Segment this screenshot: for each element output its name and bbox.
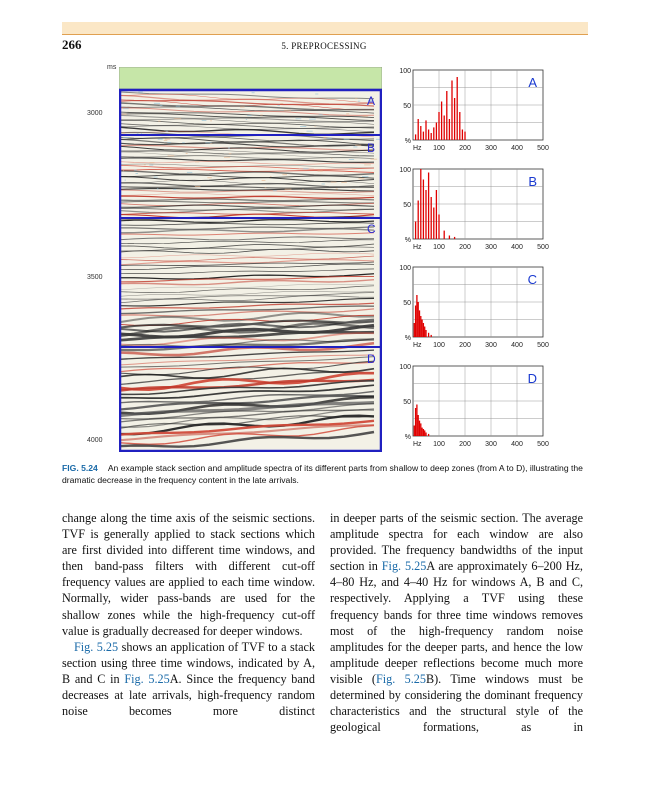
right-paragraph-text-c: B). Time windows must be determined by considering the dominant frequency characteristics and the structural style of the geological formations, as in: [330, 671, 583, 735]
x-tick-label: 400: [511, 342, 523, 349]
spectrum-bar: [444, 230, 445, 238]
noise-speck: [307, 131, 313, 132]
y-axis-unit: %: [404, 433, 411, 441]
spectrum-bar: [425, 432, 426, 436]
spectrum-bar: [441, 102, 442, 141]
x-tick-label: 200: [459, 342, 471, 349]
noise-speck: [353, 146, 357, 147]
noise-speck: [315, 94, 318, 95]
noise-speck: [284, 110, 291, 111]
noise-speck: [149, 165, 153, 166]
noise-speck: [228, 148, 230, 149]
y-tick-label: 100: [399, 265, 411, 272]
spectrum-label: C: [527, 272, 537, 287]
noise-speck: [359, 178, 365, 179]
noise-speck: [187, 172, 192, 173]
x-tick-label: 300: [485, 440, 497, 448]
x-tick-label: 400: [511, 145, 523, 152]
spectrum-bar: [431, 133, 432, 140]
window-label-c: C: [367, 222, 376, 236]
left-paragraph-2-text-a: shows an application of TVF to a stack section using three time windows, indicated by A, B and C in: [62, 639, 315, 686]
noise-speck: [137, 133, 139, 134]
noise-speck: [349, 159, 354, 160]
spectrum-bar: [433, 207, 434, 239]
noise-speck: [362, 176, 368, 177]
spectrum-bar: [433, 127, 434, 140]
noise-speck: [202, 120, 207, 121]
spectrum-label: B: [528, 173, 537, 189]
noise-speck: [158, 139, 163, 140]
noise-speck: [157, 188, 159, 189]
x-tick-label: 100: [433, 342, 445, 349]
spectrum-bar: [436, 190, 437, 239]
spectrum-bar: [418, 119, 419, 140]
noise-speck: [123, 108, 129, 109]
spectrum-bar: [428, 130, 429, 141]
time-tick-3500: 3500: [87, 274, 103, 281]
noise-speck: [186, 153, 188, 154]
spectrum-bar: [454, 98, 455, 140]
noise-speck: [174, 118, 181, 119]
noise-speck: [355, 145, 361, 146]
left-paragraph-2-text-b: A. Since the frequency band decreases at late arrivals, high-frequency random noise becomes more distinct: [62, 671, 315, 719]
noise-speck: [141, 133, 142, 134]
x-tick-label: 300: [485, 145, 497, 152]
noise-speck: [158, 121, 160, 122]
noise-speck: [282, 174, 287, 175]
noise-speck: [195, 161, 199, 162]
noise-speck: [344, 139, 350, 140]
x-tick-label: 100: [433, 243, 445, 251]
noise-speck: [336, 189, 338, 190]
noise-speck: [270, 176, 271, 177]
spectrum-bar: [449, 119, 450, 140]
y-tick-label: 50: [403, 103, 411, 110]
noise-speck: [273, 190, 277, 191]
spectrum-bar: [436, 123, 437, 141]
spectrum-bar: [416, 295, 417, 337]
noise-speck: [123, 137, 130, 138]
noise-speck: [331, 182, 337, 183]
spectrum-bar: [438, 214, 439, 239]
spectrum-bar: [425, 120, 426, 140]
spectrum-bar: [423, 132, 424, 140]
spectrum-chart-c: [389, 263, 549, 359]
noise-speck: [160, 105, 163, 106]
spectrum-bar: [449, 235, 450, 239]
noise-speck: [358, 101, 360, 102]
noise-speck: [246, 119, 247, 120]
spectrum-bar: [415, 134, 416, 140]
spectrum-bar: [421, 320, 422, 338]
noise-speck: [363, 116, 369, 117]
noise-speck: [280, 103, 283, 104]
spectrum-bar: [424, 327, 425, 338]
noise-speck: [303, 168, 308, 169]
x-tick-label: 400: [511, 243, 523, 251]
noise-speck: [229, 153, 232, 154]
fig-5-25-link[interactable]: Fig. 5.25: [74, 639, 119, 654]
noise-speck: [210, 120, 212, 121]
fig-5-25-link[interactable]: Fig. 5.25: [124, 671, 170, 686]
noise-speck: [341, 182, 347, 183]
noise-speck: [285, 189, 292, 190]
noise-speck: [300, 126, 306, 127]
x-tick-label: 100: [433, 440, 445, 448]
noise-speck: [328, 138, 332, 139]
noise-speck: [134, 170, 137, 171]
noise-speck: [262, 180, 266, 181]
spectrum-bar: [418, 415, 419, 436]
noise-speck: [136, 173, 139, 174]
y-tick-label: 50: [403, 300, 411, 307]
noise-speck: [240, 107, 245, 108]
y-axis-unit: %: [404, 335, 411, 342]
x-tick-label: 200: [459, 243, 471, 251]
noise-speck: [260, 115, 263, 116]
noise-speck: [168, 155, 175, 156]
noise-speck: [154, 103, 160, 104]
x-tick-label: 400: [511, 440, 523, 448]
spectrum-bar: [419, 310, 420, 337]
x-tick-label: 300: [485, 342, 497, 349]
noise-speck: [182, 142, 185, 143]
x-tick-label: 200: [459, 440, 471, 448]
spectrum-label: D: [527, 370, 537, 386]
time-tick-3000: 3000: [87, 110, 103, 117]
right-paragraph: [330, 510, 583, 735]
spectrum-bar: [423, 323, 424, 337]
noise-speck: [207, 177, 211, 178]
x-tick-label: 500: [537, 145, 549, 152]
spectrum-bar: [425, 330, 426, 337]
spectrum-bar: [425, 190, 426, 239]
x-axis-unit: Hz: [413, 342, 422, 349]
x-tick-label: 500: [537, 342, 549, 349]
y-tick-label: 100: [399, 166, 411, 174]
noise-speck: [252, 92, 255, 93]
right-paragraph-text-a: in deeper parts of the seismic section. The average amplitude spectra for each window are also provided. The frequency bandwidths of the input section in: [330, 511, 583, 574]
spectrum-bar: [415, 221, 416, 239]
spectrum-bar: [424, 430, 425, 436]
noise-speck: [195, 186, 201, 187]
left-column: [62, 510, 315, 719]
noise-speck: [352, 189, 356, 190]
noise-speck: [247, 115, 251, 116]
spectrum-bar: [423, 429, 424, 436]
y-tick-label: 100: [399, 68, 411, 75]
right-column: [330, 510, 583, 735]
noise-speck: [150, 162, 155, 163]
noise-speck: [205, 142, 211, 143]
spectrum-bar: [415, 408, 416, 436]
noise-speck: [123, 170, 124, 171]
caption-text: An example stack section and amplitude spectra of its different parts from shallow to deep zones (from A to D), illustrating the dramatic decrease in the frequency content in the late arrivals.: [62, 463, 583, 485]
spectrum-bar: [457, 77, 458, 140]
spectrum-chart-d: [389, 362, 549, 458]
spectrum-label: A: [528, 75, 537, 90]
noise-speck: [121, 133, 125, 134]
noise-speck: [154, 177, 158, 178]
spectrum-bar: [414, 323, 415, 337]
noise-speck: [173, 189, 176, 190]
spectrum-bar: [428, 172, 429, 239]
x-tick-label: 300: [485, 243, 497, 251]
x-tick-label: 100: [433, 145, 445, 152]
noise-speck: [371, 159, 378, 160]
time-tick-4000: 4000: [87, 437, 103, 444]
left-paragraph-2: [62, 639, 315, 719]
spectrum-bar: [420, 423, 421, 436]
seismic-section: [119, 67, 382, 452]
x-tick-label: 200: [459, 145, 471, 152]
spectrum-chart-a: [389, 66, 549, 162]
noise-speck: [355, 98, 357, 99]
left-paragraph-1: change along the time axis of the seismic sections. TVF is generally applied to stack sections which are first divided into different time windows, and then band-pass filters with different cut-off frequency values are applied to each time window. Normally, wider pass-bands are used for the shallow zones while the high-frequency cut-off value is gradually decreased for deeper windows.: [62, 511, 315, 638]
spectrum-bar: [420, 126, 421, 140]
spectrum-bar: [418, 200, 419, 239]
noise-speck: [315, 126, 316, 127]
noise-speck: [144, 164, 146, 165]
noise-speck: [138, 92, 143, 93]
figure-5-24: [85, 62, 550, 458]
header-band: [62, 22, 588, 34]
caption-label: FIG. 5.24: [62, 463, 98, 473]
noise-speck: [364, 164, 371, 165]
noise-speck: [322, 184, 325, 185]
noise-speck: [165, 139, 170, 140]
spectrum-bar: [428, 433, 429, 435]
window-label-b: B: [367, 141, 376, 155]
spectrum-bar: [459, 112, 460, 140]
noise-speck: [331, 158, 332, 159]
y-axis-unit: %: [404, 138, 411, 145]
running-head: 5. PREPROCESSING: [281, 41, 367, 51]
noise-speck: [167, 142, 171, 143]
spectrum-bar: [464, 132, 465, 140]
spectrum-bar: [416, 404, 417, 436]
spectrum-bar: [444, 116, 445, 141]
spectrum-bar: [421, 427, 422, 435]
time-axis-unit: ms: [107, 64, 117, 71]
spectrum-bar: [423, 179, 424, 239]
noise-speck: [164, 140, 168, 141]
x-axis-unit: Hz: [413, 145, 422, 152]
noise-speck: [265, 187, 267, 188]
noise-speck: [319, 114, 323, 115]
noise-speck: [318, 171, 323, 172]
window-label-d: D: [367, 352, 376, 366]
x-axis-unit: Hz: [413, 243, 422, 251]
y-axis-unit: %: [404, 236, 411, 244]
window-label-a: A: [367, 94, 376, 108]
spectrum-bar: [420, 169, 421, 239]
right-paragraph-text-b: A are approximately 6–200 Hz, 4–80 Hz, and 4–40 Hz for windows A, B and C, respectively. Applying a TVF using these frequency bands for three time windows removes most of the high-frequency random noise amplitudes for the deeper parts, and hence the low amplitude deeper reflections become much more visible (: [330, 559, 583, 686]
noise-speck: [303, 189, 304, 190]
spectrum-bar: [446, 91, 447, 140]
spectrum-bar: [419, 420, 420, 435]
spectrum-bar: [428, 333, 429, 337]
header-rule: [62, 34, 588, 35]
seismic-top-strip: [119, 67, 382, 89]
spectrum-chart-b: [389, 165, 549, 261]
noise-speck: [296, 118, 302, 119]
noise-speck: [125, 180, 126, 181]
noise-speck: [309, 119, 316, 120]
x-tick-label: 500: [537, 243, 549, 251]
fig-5-25-link[interactable]: Fig. 5.25: [381, 559, 427, 574]
noise-speck: [324, 137, 326, 138]
spectrum-bar: [431, 335, 432, 337]
noise-speck: [277, 105, 280, 106]
x-axis-unit: Hz: [413, 440, 422, 448]
spectrum-bar: [454, 236, 455, 238]
figure-caption: [62, 462, 588, 486]
y-tick-label: 50: [403, 201, 411, 209]
y-tick-label: 50: [403, 398, 411, 406]
noise-speck: [176, 106, 181, 107]
spectrum-bar: [418, 302, 419, 337]
spectrum-bar: [420, 316, 421, 337]
noise-speck: [346, 113, 349, 114]
noise-speck: [224, 157, 230, 158]
y-tick-label: 100: [399, 363, 411, 371]
spectrum-bar: [438, 112, 439, 140]
noise-speck: [230, 179, 235, 180]
x-tick-label: 500: [537, 440, 549, 448]
fig-5-25-link[interactable]: Fig. 5.25: [375, 671, 426, 686]
spectrum-bar: [451, 81, 452, 141]
page-number: 266: [62, 37, 82, 52]
spectrum-bar: [431, 197, 432, 239]
spectrum-bar: [462, 130, 463, 141]
noise-speck: [166, 131, 169, 132]
spectrum-bar: [414, 425, 415, 436]
spectrum-bar: [415, 306, 416, 338]
